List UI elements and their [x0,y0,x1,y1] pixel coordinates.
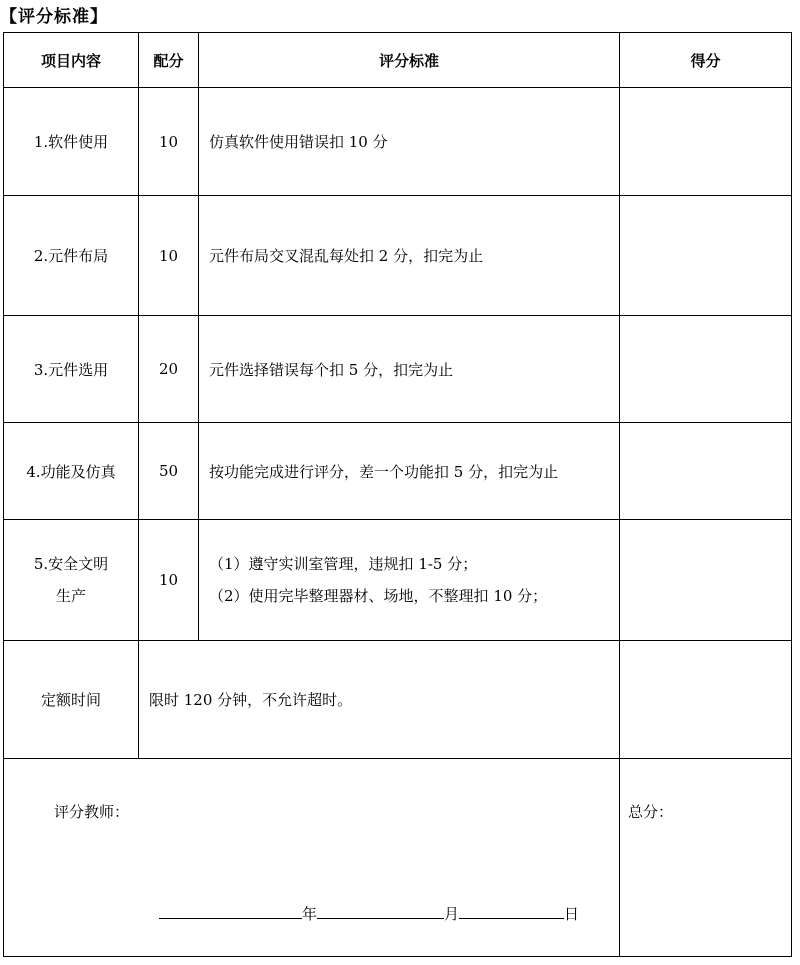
month-label: 月 [444,905,460,923]
row-item: 3.元件选用 [4,316,139,423]
year-label: 年 [302,905,318,923]
row-points: 10 [139,196,199,316]
table-row [4,196,792,316]
row-criteria: 元件布局交叉混乱每处扣 2 分，扣完为止 [199,196,620,316]
table-row [4,520,792,641]
row-criteria: 按功能完成进行评分，差一个功能扣 5 分，扣完为止 [199,423,620,520]
row-score-cell[interactable] [620,196,792,316]
row-score-cell[interactable] [620,423,792,520]
row-score-cell[interactable] [620,316,792,423]
day-blank[interactable] [459,900,564,919]
time-text: 限时 120 分钟，不允许超时。 [139,641,620,759]
signature-row [4,759,792,957]
row-points: 50 [139,423,199,520]
criteria-line: （1）遵守实训室管理，违规扣 1-5 分； [209,555,478,573]
row-item-line: 生产 [55,587,86,605]
row-score-cell[interactable] [620,88,792,196]
total-label: 总分： [628,803,674,821]
header-criteria: 评分标准 [199,33,620,88]
date-line [159,900,579,924]
time-label: 定额时间 [4,641,139,759]
row-points: 10 [139,88,199,196]
row-item-line: 5.安全文明 [33,555,109,573]
header-row [4,33,792,88]
page-heading: 【评分标准】 [0,7,108,27]
scoring-table [3,32,792,957]
table-row [4,88,792,196]
row-item [4,520,139,641]
row-criteria: 元件选择错误每个扣 5 分，扣完为止 [199,316,620,423]
day-label: 日 [564,905,580,923]
header-points: 配分 [139,33,199,88]
header-score: 得分 [620,33,792,88]
month-blank[interactable] [317,900,444,919]
time-score-cell[interactable] [620,641,792,759]
row-item: 4.功能及仿真 [4,423,139,520]
table-row [4,316,792,423]
row-criteria [199,520,620,641]
header-item: 项目内容 [4,33,139,88]
row-criteria: 仿真软件使用错误扣 10 分 [199,88,620,196]
row-score-cell[interactable] [620,520,792,641]
year-blank[interactable] [159,900,302,919]
row-points: 20 [139,316,199,423]
total-score-cell[interactable] [620,759,792,957]
teacher-sign-cell [4,759,620,957]
row-item: 2.元件布局 [4,196,139,316]
time-row [4,641,792,759]
row-item: 1.软件使用 [4,88,139,196]
table-row [4,423,792,520]
criteria-line: （2）使用完毕整理器材、场地，不整理扣 10 分； [209,587,548,605]
row-points: 10 [139,520,199,641]
teacher-label: 评分教师： [54,803,130,821]
